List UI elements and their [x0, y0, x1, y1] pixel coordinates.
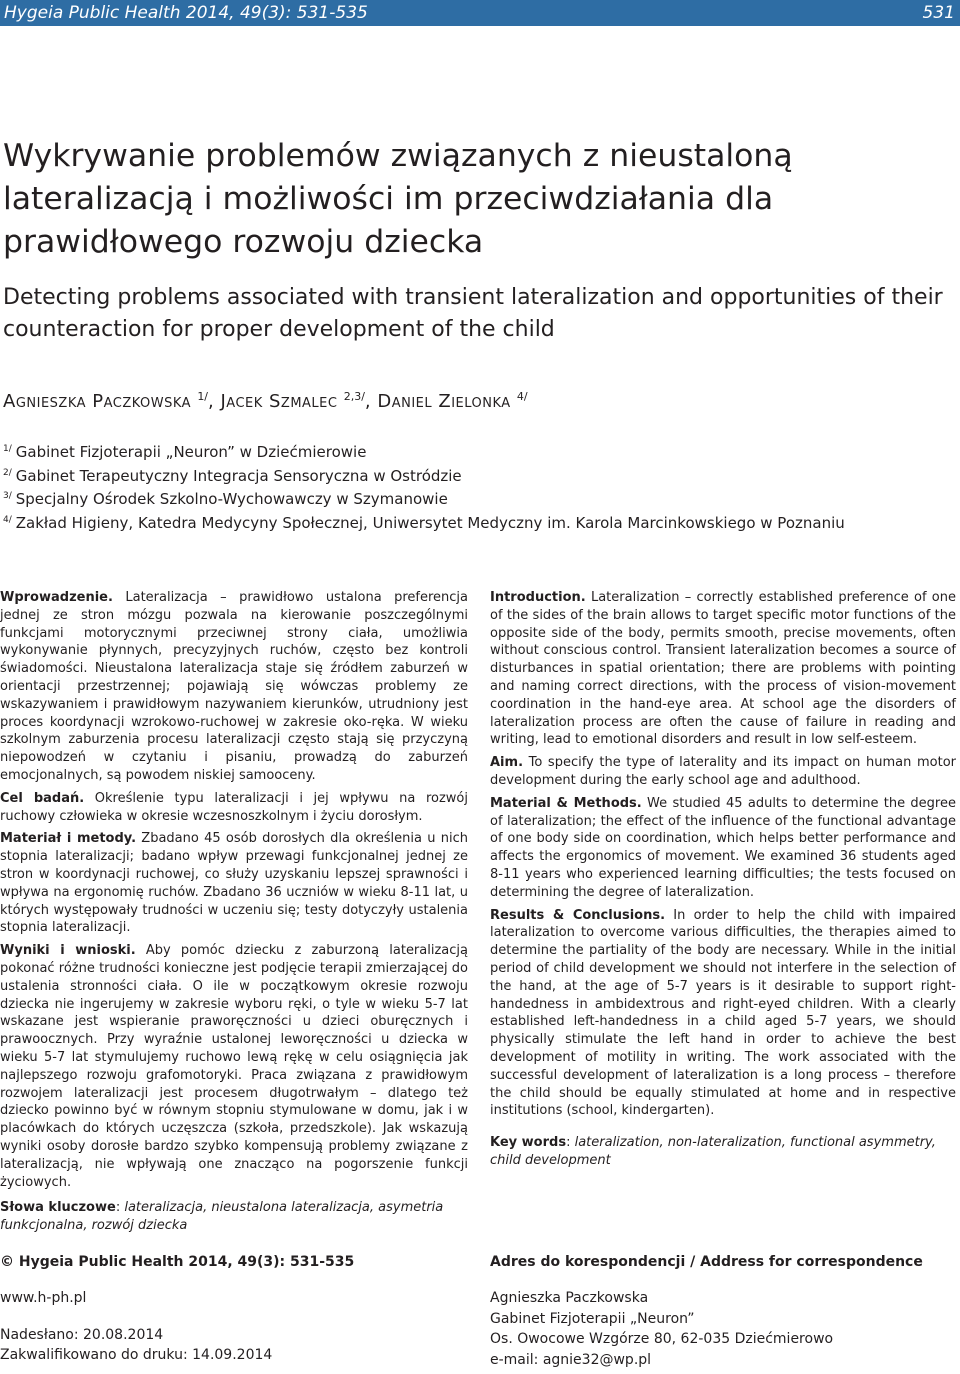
- author-name: Agnieszka Paczkowska: [3, 391, 192, 412]
- abstract-section: [0, 589, 468, 785]
- journal-website-link[interactable]: www.h-ph.pl: [0, 1290, 87, 1306]
- journal-header-bar: [0, 0, 960, 26]
- affiliation-text: Gabinet Terapeutyczny Integracja Sensoryczna w Ostródzie: [15, 466, 462, 485]
- publication-dates: [0, 1325, 468, 1365]
- section-text: Zbadano 45 osób dorosłych dla określenia u nich stopnia lateralizacji; badano wpływ przewagi funkcjonalnej jednej ze stron w koordynacji ruchowej, co służy uzyskaniu lepszej sprawności i wpływa na ergonomię ruchów. Zbadano 36 uczniów w wieku 8-11 lat, u których występowały trudności w uczeniu się; testy dotyczyły ustalenia stopnia lateralizacji.: [0, 831, 468, 936]
- keywords-label: Słowa kluczowe: [0, 1200, 116, 1215]
- section-label: Material & Methods.: [490, 795, 642, 811]
- affiliation: [3, 462, 953, 486]
- copyright-line: © Hygeia Public Health 2014, 49(3): 531-535: [0, 1254, 355, 1270]
- section-text: Lateralization – correctly established preference of one of the sides of the brain allows to target specific motor functions of the opposite side of the body, permits smooth, precise movements, often without conscious control. Transient lateralization becomes a source of disturbances in spatial orientation; there are problems with pointing and naming correct directions, with the process of vision-movement coordination in the hand-eye area. At school age the disorders of lateralization process are often the cause of failure in reading and writing, lead to emotional disorders and result in low self-esteem.: [490, 590, 956, 748]
- affiliation-number: 3/: [3, 491, 12, 501]
- affiliation: [3, 509, 953, 533]
- section-label: Introduction.: [490, 590, 586, 605]
- abstract-section: [490, 589, 956, 749]
- journal-citation: Hygeia Public Health 2014, 49(3): 531-535: [4, 3, 368, 23]
- affiliation-text: Specjalny Ośrodek Szkolno-Wychowawczy w Szymanowie: [15, 490, 448, 508]
- correspondence-line: Gabinet Fizjoterapii „Neuron”: [490, 1310, 695, 1327]
- correspondence-heading: Adres do korespondencji / Address for correspondence: [490, 1254, 923, 1270]
- abstract-section: [0, 790, 468, 826]
- abstract-section: [490, 754, 956, 790]
- keywords-text: lateralizacja, nieustalona lateralizacja, asymetria funkcjonalna, rozwój dziecka: [0, 1200, 444, 1233]
- page-number: 531: [922, 3, 955, 23]
- affiliation-text: Zakład Higieny, Katedra Medycyny Społecznej, Uniwersytet Medyczny im. Karola Marcinkowskiego w Poznaniu: [15, 513, 845, 532]
- accepted-date: Zakwalifikowano do druku: 14.09.2014: [0, 1347, 273, 1363]
- affiliation-list: [3, 438, 953, 532]
- section-label: Wprowadzenie.: [0, 590, 113, 605]
- affiliation-number: 1/: [3, 444, 12, 454]
- keywords-separator: :: [566, 1135, 575, 1151]
- publication-info: [0, 1254, 468, 1365]
- section-text: We studied 45 adults to determine the degree of lateralization; the effect of the influence of the functional advantage of one body side on coordination, which helps better performance and affects the ergonomics of movement. We examined 36 students aged 8-11 years who experienced learning difficulties; the tests focused on determining the degree of lateralization.: [490, 795, 956, 900]
- article-title-polish: Wykrywanie problemów związanych z nieustaloną lateralizacją i możliwości im przeciwdziałania dla prawidłowego rozwoju dziecka: [3, 138, 793, 260]
- keywords-polish: [0, 1199, 468, 1235]
- correspondence-line: Agnieszka Paczkowska: [490, 1290, 649, 1306]
- correspondence-line: Os. Owocowe Wzgórze 80, 62-035 Dziećmierowo: [490, 1331, 834, 1347]
- affiliation-text: Gabinet Fizjoterapii „Neuron” w Dziećmierowie: [15, 443, 367, 461]
- section-label: Cel badań.: [0, 790, 85, 806]
- section-text: In order to help the child with impaired lateralization to overcome various difficulties, the therapies aimed to determine the partiality of the body are necessary. While in the initial period of child development we should not interfere in the selection of the hand, at the age of 5-7 years is it desirable to support right-handedness in ambidextrous and right-eyed children. With a clearly established left-handedness in a child aged 5-7 years, we should physically stimulate the left hand in order to achieve the best development of motility in writing. The work associated with the successful development of lateralization is a long process – therefore the child should be equally stimulated at home and in respective institutions (school, kindergarten).: [490, 907, 956, 1119]
- author-name: Daniel Zielonka: [377, 391, 511, 412]
- author-affiliation-mark: 4/: [516, 390, 528, 403]
- author-list: Agnieszka Paczkowska $^{1/}$, Jacek Szmalec $^{2,3/}$, Daniel Zielonka $^{4/}$: [3, 390, 528, 412]
- keywords-text: lateralization, non-lateralization, functional asymmetry, child development: [490, 1135, 936, 1168]
- article-title-english: Detecting problems associated with transient lateralization and opportunities of their counteraction for proper development of the child: [3, 285, 943, 342]
- affiliation-number: 2/: [3, 467, 12, 478]
- keywords-label: Key words: [490, 1135, 567, 1151]
- correspondence-block: [490, 1254, 956, 1370]
- correspondence-address: [490, 1288, 956, 1370]
- abstract-section: [490, 907, 956, 1121]
- author-affiliation-mark: 1/: [197, 390, 209, 403]
- section-label: Aim.: [490, 755, 524, 771]
- section-text: Aby pomóc dziecku z zaburzoną lateralizacją pokonać różne trudności konieczne jest podjęcie terapii zmierzającej do ustalenia stronności ciała. O ile w początkowym okresie rozwoju dziecka nie ingerujemy w zakresie wyboru ręki, o tyle w wieku 5-7 lat wskazane jest wspieranie praworęczności u dzieci oburęcznych i prawoocznych. Przy wyraźnie ustalonej leworęczności u dziecka w wieku 5-7 lat stymulujemy ruchowo lewą rękę w celu osiągnięcia jak najlepszego rozwoju grafomotoryki. Praca związana z prawidłowym rozwojem lateralizacji jest procesem długotrwałym – dlatego też dziecko powinno być w równym stopniu stymulowane w domu, jak i w placówkach do których uczęszcza (szkoła, przedszkole). Jak wskazują wyniki osoby dorosłe bardzo szybko kompensują problemy związane z lateralizacją, nie wpływają one znacząco na pogorszenie funkcji życiowych.: [0, 943, 468, 1190]
- keywords-english: [490, 1134, 956, 1170]
- keywords-separator: :: [115, 1200, 125, 1215]
- author-affiliation-mark: 2,3/: [343, 390, 365, 403]
- section-text: To specify the type of laterality and its impact on human motor development during the early school age and adulthood.: [490, 755, 956, 788]
- section-label: Results & Conclusions.: [490, 907, 666, 923]
- section-text: Lateralizacja – prawidłowo ustalona preferencja jednej ze stron mózgu pozwala na kierowanie poszczególnymi funkcjami motorycznymi przeciwnej strony ciała, umożliwia wykonywanie płynnych, precyzyjnych ruchów, często bez kontroli świadomości. Nieustalona lateralizacja staje się źródłem zaburzeń w orientacji przestrzennej; pojawiają się wówczas problemy ze wskazywaniem i prawidłowym nazywaniem kierunków, utrudniony jest proces koordynacji wzrokowo-ruchowej w zakresie oko-ręka. W wieku szkolnym zaburzenia procesu lateralizacji często stają się przyczyną niepowodzeń w czytaniu i pisaniu, prowadzą do zaburzeń emocjonalnych, są powodem niskiej samooceny.: [0, 590, 468, 783]
- section-label: Materiał i metody.: [0, 831, 137, 847]
- section-label: Wyniki i wnioski.: [0, 943, 136, 959]
- abstract-english: [490, 589, 956, 1175]
- abstract-section: [490, 795, 956, 902]
- author-name: Jacek Szmalec: [220, 391, 338, 412]
- section-text: Określenie typu lateralizacji i jej wpływu na rozwój ruchowy człowieka w okresie wczesnoszkolnym i życiu dorosłym.: [0, 790, 468, 824]
- abstract-section: [0, 830, 468, 937]
- affiliation: [3, 438, 953, 462]
- submitted-date: Nadesłano: 20.08.2014: [0, 1327, 164, 1343]
- correspondence-email-link[interactable]: e-mail: agnie32@wp.pl: [490, 1351, 652, 1368]
- affiliation-number: 4/: [3, 514, 12, 525]
- affiliation: [3, 485, 953, 509]
- abstract-polish: [0, 589, 468, 1196]
- abstract-section: [0, 942, 468, 1191]
